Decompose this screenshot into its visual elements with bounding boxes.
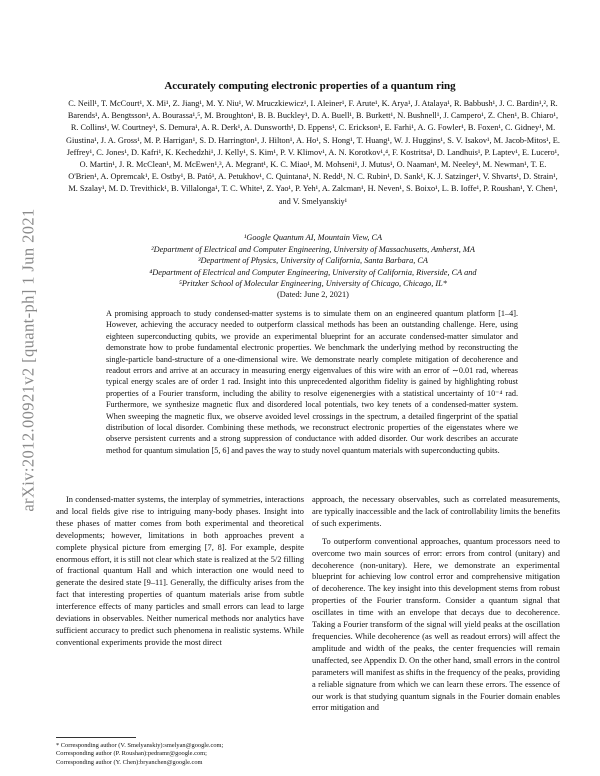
affiliation-5: ⁵Pritzker School of Molecular Engineering, University of Chicago, Chicago, IL* [179, 279, 447, 288]
footnote-2: Corresponding author (P. Roushan):pedramr@google.com; [56, 750, 207, 758]
footnote-3: Corresponding author (Y. Chen):bryanchen@google.com [56, 758, 203, 766]
arxiv-side-label [14, 150, 44, 570]
body-column-right [312, 494, 560, 714]
affiliation-1: ¹Google Quantum AI, Mountain View, CA [243, 233, 383, 242]
affiliation-2: ²Department of Electrical and Computer Engineering, University of Massachusetts, Amherst, MA [151, 244, 475, 254]
right-paragraph-2: To outperform conventional approaches, quantum processors need to overcome two main sources of error: errors from control (unitary) and decoherence (non-unitary). Here, we demonstrate an experimental blueprint for achieving low control error and comprehensive mitigation of decoherence. The key insight into this development stems from robust properties of the Fourier transform. Consider a quantum signal that oscillates in time with an envelope that decays due to decoherence. Taking a Fourier transform of the signal will yield peaks at the oscillation frequencies. While decoherence (as well as readout errors) will affect the amplitude and width of the peaks, the center frequencies will remain unaffected, see Appendix D. On the other hand, small errors in the control parameters will manifest as shifts in the frequency of the peaks, providing a reliable signature from which we can learn these errors. The essence of our work is that studying quantum signals in the Fourier domain enables error mitigation and [312, 536, 560, 713]
footnote-1: * Corresponding author (V. Smelyanskiy):smelyan@google.com; [56, 742, 224, 749]
footnote-rule [56, 737, 136, 738]
paper-title: Accurately computing electronic properties of a quantum ring [164, 80, 456, 92]
intro-paragraph: In condensed-matter systems, the interplay of symmetries, interactions and local fields give rise to intriguing many-body phases. Insight into these phases of matter comes from both experimental and theoretical developments; however, limitations in both approaches prevent a complete physical picture from emerging [7, 8]. For example, despite enormous effort, it is still not clear which state is realized at the 5/2 filling of fractional quantum Hall and which interaction one would need to generate the desired state [9–11]. Generally, the difficulty arises from the fact that interesting properties of quantum materials arise from subtle interference effects of many particles and small errors can lead to large deviations in observables. Neither numerical methods nor analytics have sufficient accuracy to predict such phenomena in realistic systems. While conventional experiments provide the most direct [56, 495, 305, 647]
affiliations [66, 232, 560, 290]
abstract: A promising approach to study condensed-matter systems is to simulate them on an engineered quantum platform [1–4]. However, achieving the accuracy needed to outperform classical methods has been an outstanding challenge. Here, using eighteen superconducting qubits, we provide an experimental blueprint for an accurate condensed-matter simulator and demonstrate how to probe fundamental electronic properties. We benchmark the underlying method by reconstructing the single-particle band-structure of a one-dimensional wire. We demonstrate nearly complete mitigation of decoherence and readout errors and arrive at an accuracy in measuring energy eigenvalues of this wire with an error of ∼0.01 rad, whereas typical energy scales are of order 1 rad. Insight into this unprecedented algorithm fidelity is gained by highlighting robust properties of a Fourier transform, including the ability to resolve eigenenergies with a statistical uncertainty of 10⁻⁴ rad. Furthermore, we synthesize magnetic flux and disordered local potentials, two key tenets of a condensed-matter system. When sweeping the magnetic flux, we observe avoided level crossings in the spectrum, a detailed fingerprint of the spatial distribution of local disorder. Combining these methods, we reconstruct electronic properties of the eigenstates where we observe persistent currents and a strong suppression of conductance with added disorder. Our work describes an accurate method for quantum simulation [5, 6] and paves the way to study novel quantum materials with superconducting qubits. [106, 309, 518, 455]
dated-line: (Dated: June 2, 2021) [277, 290, 349, 299]
footnotes [56, 742, 306, 767]
author-list: C. Neill¹, T. McCourt¹, X. Mi¹, Z. Jiang¹, M. Y. Niu¹, W. Mruczkiewicz¹, I. Aleiner¹, F. Arute¹, K. Arya¹, J. Atalaya¹, R. Babbush¹, J. C. Bardin¹,², R. Barends¹, A. Bengtsson¹, A. Bourassa¹,⁵, M. Broughton¹, B. B. Buckley¹, D. A. Buell¹, B. Burkett¹, N. Bushnell¹, J. Campero¹, Z. Chen¹, B. Chiaro¹, R. Collins¹, W. Courtney¹, S. Demura¹, A. R. Derk¹, A. Dunsworth¹, D. Eppens¹, C. Erickson¹, E. Farhi¹, A. G. Fowler¹, B. Foxen¹, C. Gidney¹, M. Giustina¹, J. A. Gross¹, M. P. Harrigan¹, S. D. Harrington¹, J. Hilton¹, A. Ho¹, S. Hong¹, T. Huang¹, W. J. Huggins¹, S. V. Isakov¹, M. Jacob-Mitos¹, E. Jeffrey¹, C. Jones¹, D. Kafri¹, K. Kechedzhi¹, J. Kelly¹, S. Kim¹, P. V. Klimov¹, A. N. Korotkov¹,⁴, F. Kostritsa¹, D. Landhuis¹, P. Laptev¹, E. Lucero¹, O. Martin¹, J. R. McClean¹, M. McEwen¹,³, A. Megrant¹, K. C. Miao¹, M. Mohseni¹, J. Mutus¹, O. Naaman¹, M. Neeley¹, M. Newman¹, T. E. O'Brien¹, A. Opremcak¹, E. Ostby¹, B. Pató¹, A. Petukhov¹, C. Quintana¹, N. Redd¹, N. C. Rubin¹, D. Sank¹, K. J. Satzinger¹, V. Shvarts¹, D. Strain¹, M. Szalay¹, M. D. Trevithick¹, B. Villalonga¹, T. C. White¹, Z. Yao¹, P. Yeh¹, A. Zalcman¹, H. Neven¹, S. Boixo¹, L. B. Ioffe¹, P. Roushan¹, Y. Chen¹, and V. Smelyanskiy¹ [66, 99, 560, 206]
affiliation-4: ⁴Department of Electrical and Computer Engineering, University of California, Riverside, CA and [149, 267, 477, 277]
body-column-left [56, 494, 304, 649]
right-paragraph-continued: approach, the necessary observables, such as correlated measurements, are typically inaccessible and the lack of controllability limits the benefits of such experiments. [312, 495, 560, 528]
arxiv-identifier: arXiv:2012.00921v2 [quant-ph] 1 Jun 2021 [19, 208, 38, 512]
affiliation-3: ³Department of Physics, University of California, Santa Barbara, CA [198, 256, 428, 265]
